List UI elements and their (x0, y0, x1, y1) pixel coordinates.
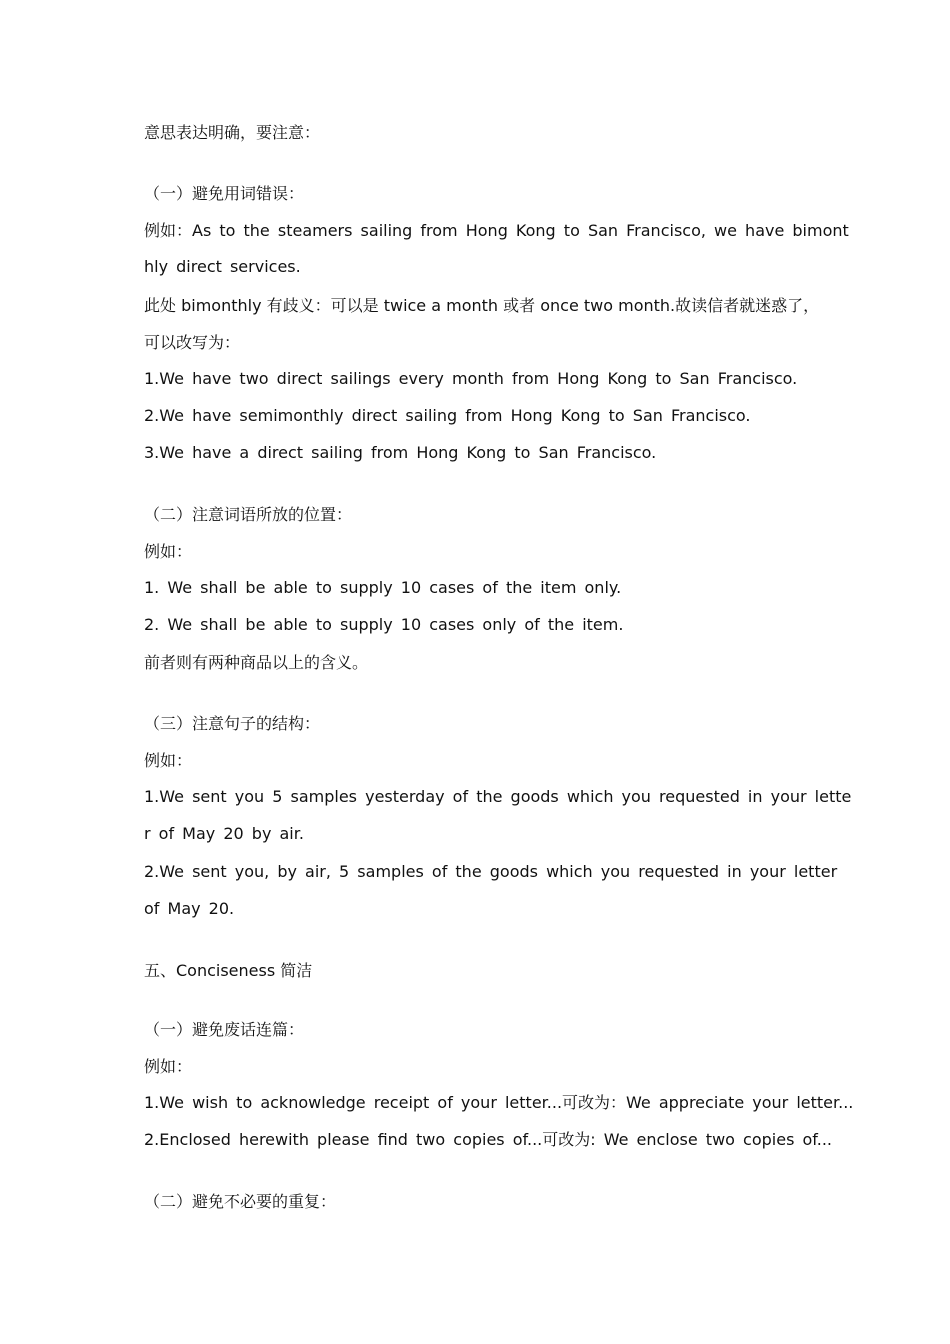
chapter-heading: 五、Conciseness 简洁 (144, 961, 313, 980)
section-heading-3: （三）注意句子的结构： (144, 714, 321, 733)
rewrite-2: 2.We have semimonthly direct sailing from Hong Kong to San Francisco. (144, 406, 751, 425)
example-sentence-1: 1.We wish to acknowledge receipt of your letter...可改为：We appreciate your letter... (144, 1093, 854, 1112)
example-sentence-1: 1.We sent you 5 samples yesterday of the goods which you requested in your lette (144, 787, 852, 806)
explanation-line-cont: 可以改写为： (144, 333, 241, 352)
section-heading-2: （二）避免不必要的重复： (144, 1192, 337, 1211)
example-sentence-2: 2.Enclosed herewith please find two copies of...可改为: We enclose two copies of... (144, 1130, 833, 1149)
example-sentence-2-cont: of May 20. (144, 899, 235, 918)
explanation-line: 前者则有两种商品以上的含义。 (144, 653, 369, 672)
section-heading-1: （一）避免用词错误： (144, 184, 305, 203)
example-sentence-2: 2. We shall be able to supply 10 cases only of the item. (144, 615, 624, 634)
section-heading-2: （二）注意词语所放的位置： (144, 505, 353, 524)
section-heading-1: （一）避免废话连篇： (144, 1020, 305, 1039)
example-sentence-1-cont: r of May 20 by air. (144, 824, 304, 843)
example-line-cont: hly direct services. (144, 257, 301, 276)
example-sentence-2: 2.We sent you, by air, 5 samples of the goods which you requested in your letter (144, 862, 838, 881)
intro-line: 意思表达明确，要注意： (144, 123, 321, 142)
rewrite-3: 3.We have a direct sailing from Hong Kong to San Francisco. (144, 443, 657, 462)
explanation-line: 此处 bimonthly 有歧义：可以是 twice a month 或者 once two month.故读信者就迷惑了， (144, 296, 820, 315)
example-label: 例如： (144, 751, 193, 770)
rewrite-1: 1.We have two direct sailings every month from Hong Kong to San Francisco. (144, 369, 798, 388)
example-sentence-1: 1. We shall be able to supply 10 cases of the item only. (144, 578, 622, 597)
example-label: 例如： (144, 542, 193, 561)
example-label: 例如： (144, 1057, 193, 1076)
example-line: 例如：As to the steamers sailing from Hong Kong to San Francisco, we have bimont (144, 221, 849, 240)
